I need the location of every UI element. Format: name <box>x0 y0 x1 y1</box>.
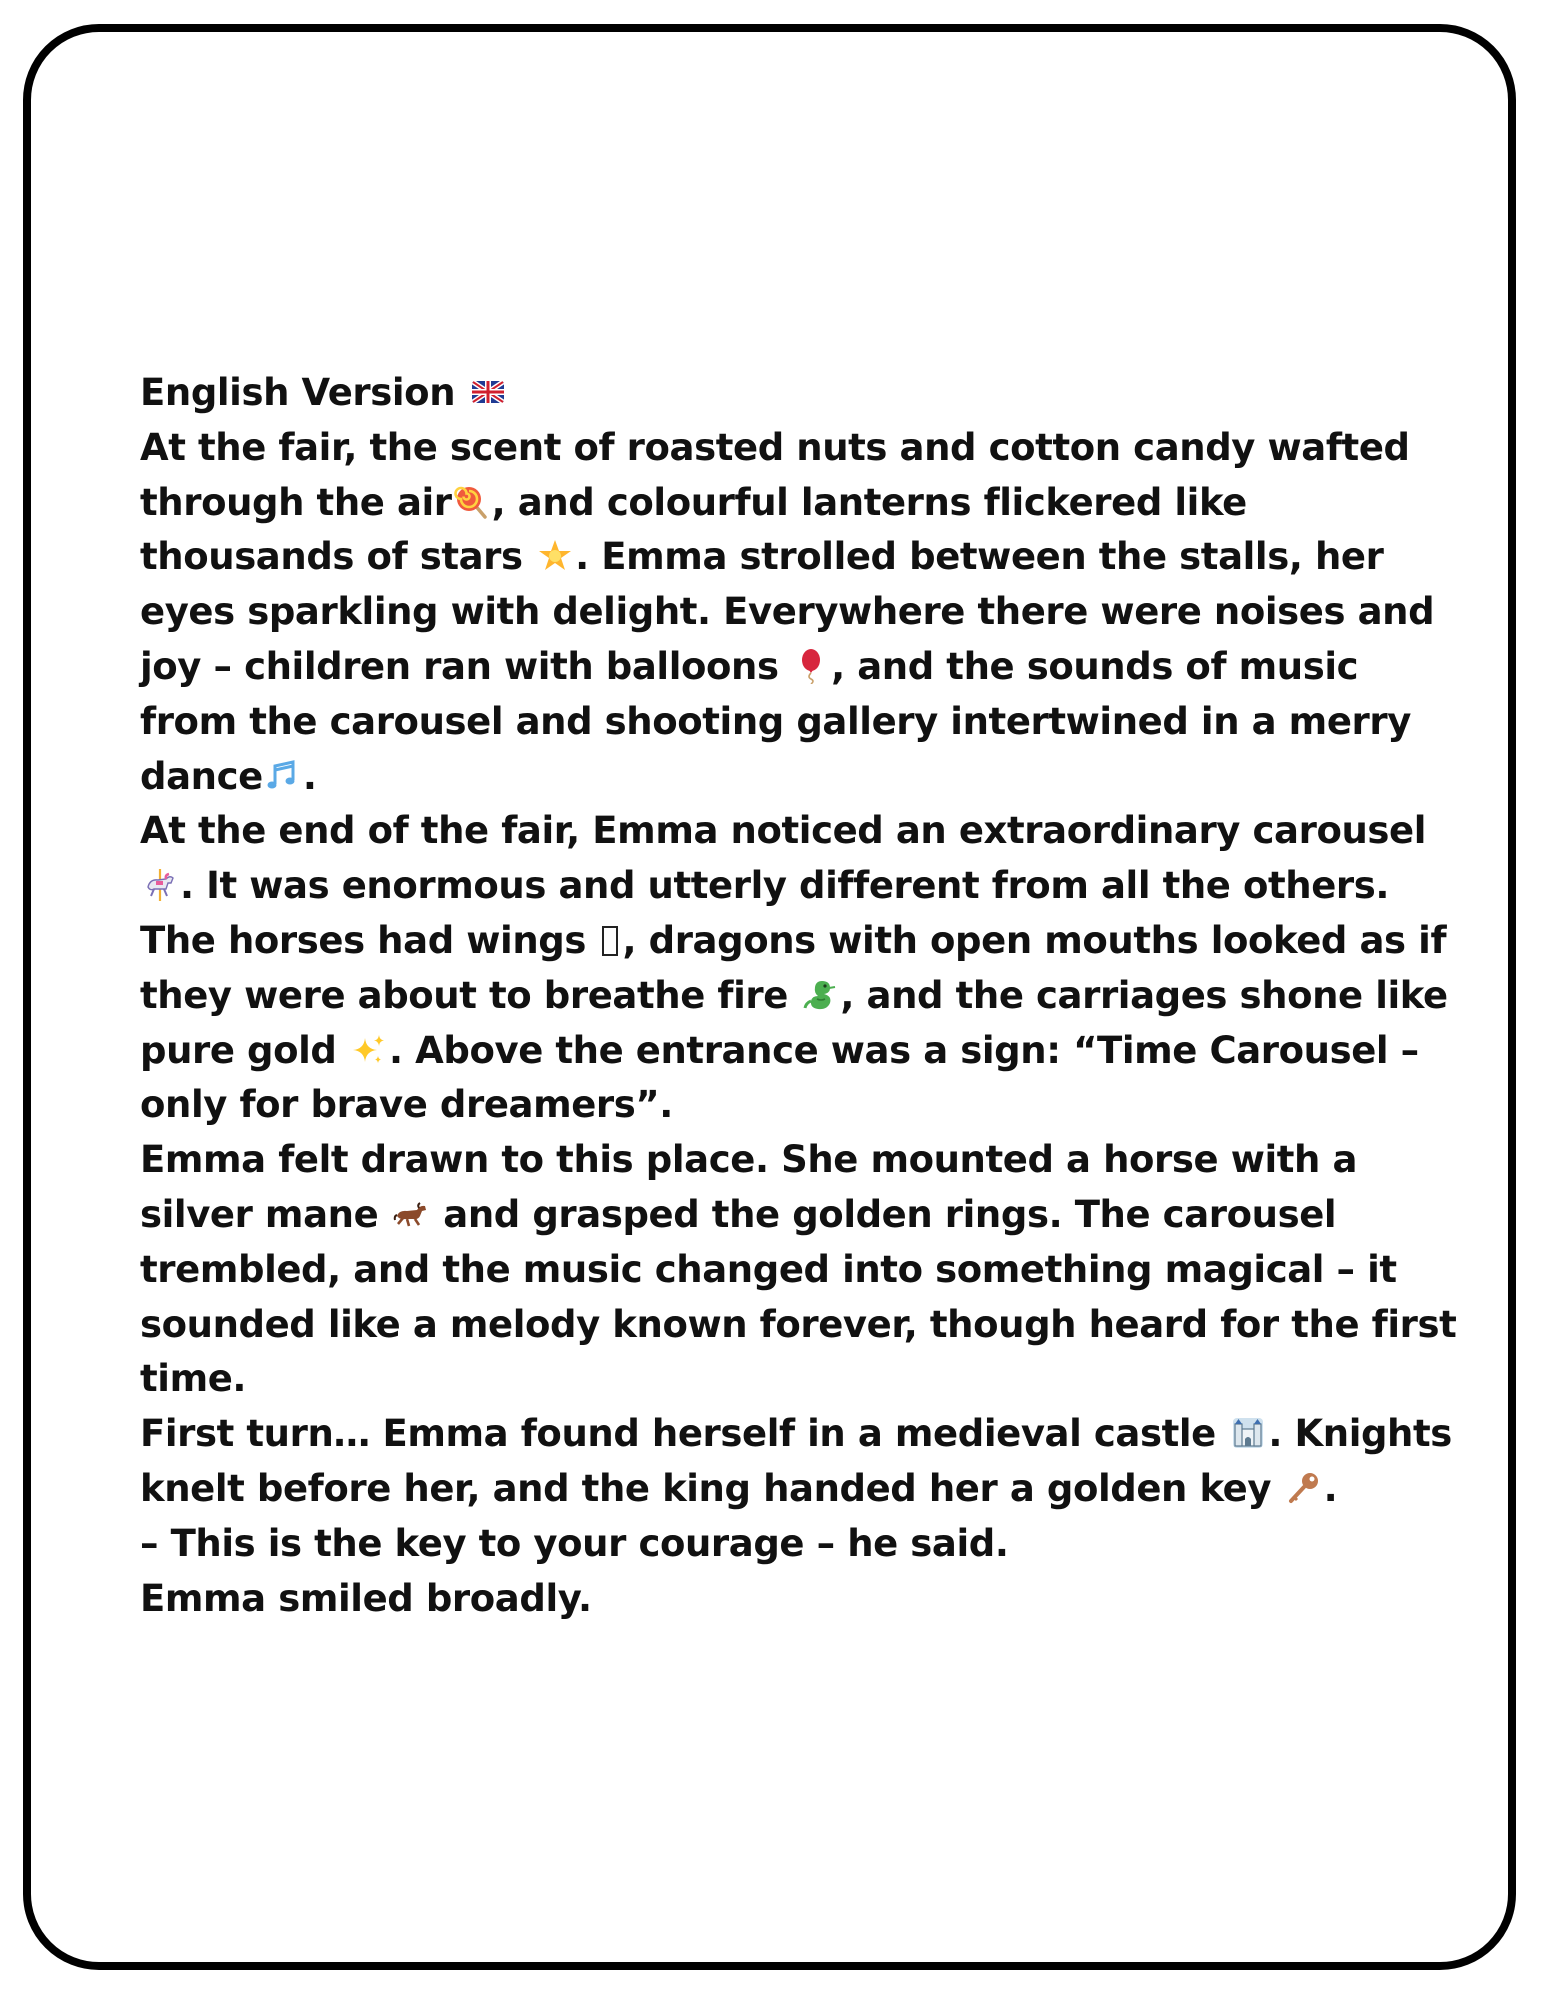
text-span: , dragons with open mouths looked as if <box>622 918 1447 962</box>
text-line <box>140 530 1410 585</box>
missing-glyph-icon <box>602 926 618 956</box>
castle-icon <box>1230 1415 1266 1451</box>
text-span: through the air <box>140 480 452 524</box>
text-line <box>140 750 1410 805</box>
text-span: time. <box>140 1357 247 1401</box>
lollipop-icon <box>454 484 490 520</box>
text-span: from the carousel and shooting gallery intertwined in a merry <box>140 699 1411 743</box>
text-line <box>140 804 1427 859</box>
text-line <box>140 421 1410 476</box>
story-text <box>140 366 1457 1626</box>
text-line <box>140 1024 1419 1079</box>
text-span: . <box>302 754 317 798</box>
text-span: . Emma strolled between the stalls, her <box>575 535 1384 579</box>
text-line <box>140 1078 1410 1133</box>
text-line <box>140 585 1435 640</box>
text-span: thousands of stars <box>140 535 536 579</box>
sparkles-icon <box>351 1032 387 1068</box>
text-span: joy – children ran with balloons <box>140 644 792 688</box>
text-span: First turn… Emma found herself in a medieval castle <box>140 1412 1229 1456</box>
dragon-icon <box>802 977 838 1013</box>
text-span: they were about to breathe fire <box>140 973 801 1017</box>
text-span: knelt before her, and the king handed her a golden key <box>140 1466 1284 1510</box>
carousel-horse-icon <box>142 867 178 903</box>
text-span: eyes sparkling with delight. Everywhere there were noises and <box>140 590 1435 634</box>
text-line <box>140 695 1410 750</box>
text-line <box>140 1407 1452 1462</box>
text-span: . It was enormous and utterly different from all the others. <box>180 864 1390 908</box>
text-span: trembled, and the music changed into something magical – it <box>140 1247 1397 1291</box>
music-notes-icon <box>265 758 301 794</box>
text-span: . Knights <box>1268 1412 1452 1456</box>
text-line <box>140 859 1410 914</box>
text-span: , and colourful lanterns flickered like <box>491 480 1247 524</box>
text-span: Emma smiled broadly. <box>140 1576 592 1620</box>
text-span: silver mane <box>140 1192 391 1236</box>
heading: English Version <box>140 371 456 414</box>
text-span: , and the carriages shone like <box>840 973 1448 1017</box>
text-span: At the fair, the scent of roasted nuts and cotton candy wafted <box>140 425 1410 469</box>
text-span: and grasped the golden rings. The carousel <box>430 1192 1337 1236</box>
text-span: . Above the entrance was a sign: “Time Carousel – <box>389 1028 1419 1072</box>
text-span: dance <box>140 754 263 798</box>
text-line <box>140 1462 1410 1517</box>
heading-line <box>140 366 1410 421</box>
text-line <box>140 1133 1410 1188</box>
text-span: At the end of the fair, Emma noticed an extraordinary carousel <box>140 809 1427 853</box>
text-line <box>140 1188 1410 1243</box>
text-span: Emma felt drawn to this place. She mounted a horse with a <box>140 1138 1358 1182</box>
text-span: only for brave dreamers”. <box>140 1083 673 1127</box>
text-line <box>140 969 1448 1024</box>
key-icon <box>1286 1470 1322 1506</box>
balloon-icon <box>793 648 829 684</box>
text-span: , and the sounds of music <box>831 644 1359 688</box>
horse-racing-icon <box>393 1196 429 1232</box>
text-line <box>140 1517 1410 1572</box>
text-line <box>140 640 1410 695</box>
text-span: The horses had wings <box>140 918 599 962</box>
text-line <box>140 914 1447 969</box>
text-line <box>140 1298 1457 1353</box>
text-span: . <box>1323 1466 1338 1510</box>
text-line <box>140 1572 1410 1627</box>
text-span: – This is the key to your courage – he said. <box>140 1521 1009 1565</box>
text-line <box>140 476 1410 531</box>
text-line <box>140 1243 1410 1298</box>
uk-flag-icon <box>470 374 506 410</box>
text-line <box>140 1352 1410 1407</box>
text-span: pure gold <box>140 1028 350 1072</box>
text-span: sounded like a melody known forever, though heard for the first <box>140 1302 1457 1346</box>
glowing-star-icon <box>537 538 573 574</box>
